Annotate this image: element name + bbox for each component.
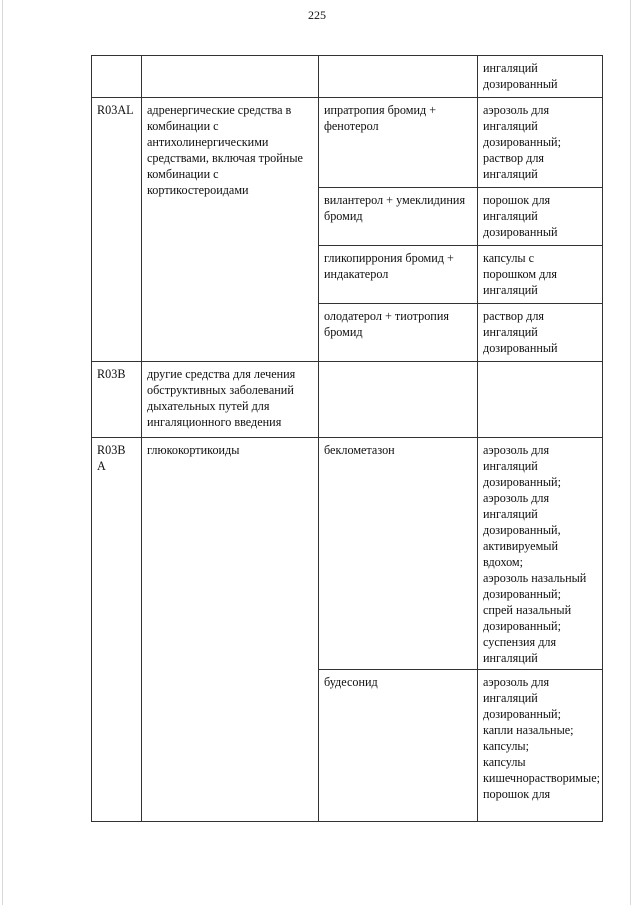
dosage-form-cell-line: ингаляций	[483, 119, 538, 133]
dosage-form-cell-line: ингаляций	[483, 507, 538, 521]
dosage-form-cell-line: спрей назальный	[483, 603, 572, 617]
page-number: 225	[308, 8, 326, 22]
drug-name-cell-line: гликопиррония бромид +	[324, 251, 454, 265]
drug-name-cell	[319, 670, 478, 822]
drug-name-cell-line: вилантерол + умеклидиния	[324, 193, 466, 207]
group-name-cell-line: ингаляционного введения	[147, 415, 282, 429]
dosage-form-cell-line: ингаляций	[483, 651, 538, 665]
atc-code-cell-line: R03B	[97, 443, 126, 457]
table-row	[92, 56, 603, 98]
group-name-cell-line: комбинации с	[147, 119, 219, 133]
group-name-cell-line: обструктивных заболеваний	[147, 383, 294, 397]
drug-name-cell-line: фенотерол	[324, 119, 379, 133]
dosage-form-cell	[478, 670, 603, 822]
drug-name-cell-line: бромид	[324, 209, 363, 223]
dosage-form-cell-line: дозированный	[483, 341, 558, 355]
atc-code-cell	[92, 98, 142, 362]
dosage-form-cell-line: аэрозоль для	[483, 491, 550, 505]
drug-name-cell-line: беклометазон	[324, 443, 395, 457]
dosage-form-cell-line: ингаляций	[483, 325, 538, 339]
dosage-form-cell-line: порошок для	[483, 193, 551, 207]
dosage-form-cell-line: капсулы с	[483, 251, 535, 265]
drug-name-cell-line: бромид	[324, 325, 363, 339]
group-name-cell-line: другие средства для лечения	[147, 367, 296, 381]
group-name-cell	[142, 438, 319, 822]
dosage-form-cell-line: капсулы;	[483, 739, 529, 753]
dosage-form-cell-line: капсулы	[483, 755, 526, 769]
group-name-cell-line: глюкокортикоиды	[147, 443, 240, 457]
drug-name-cell	[319, 98, 478, 188]
dosage-form-cell-line: ингаляций	[483, 283, 538, 297]
atc-code-cell-line: R03AL	[97, 103, 134, 117]
dosage-form-cell-line: ингаляций	[483, 691, 538, 705]
dosage-form-cell-line: дозированный	[483, 77, 558, 91]
drug-name-cell	[319, 438, 478, 670]
dosage-form-cell-line: дозированный;	[483, 475, 561, 489]
drug-name-cell	[319, 188, 478, 246]
drug-table	[91, 55, 603, 822]
dosage-form-cell-line: ингаляций	[483, 209, 538, 223]
dosage-form-cell	[478, 304, 603, 362]
drug-name-cell	[319, 56, 478, 98]
dosage-form-cell	[478, 362, 603, 438]
group-name-cell-line: комбинации с	[147, 167, 219, 181]
group-name-cell-line: средствами, включая тройные	[147, 151, 303, 165]
scan-edge-right	[630, 0, 631, 905]
dosage-form-cell	[478, 188, 603, 246]
dosage-form-cell-line: дозированный,	[483, 523, 561, 537]
dosage-form-cell-line: дозированный;	[483, 587, 561, 601]
dosage-form-cell-line: аэрозоль для	[483, 675, 550, 689]
table-row	[92, 98, 603, 188]
scan-edge-left	[2, 0, 3, 905]
group-name-cell	[142, 56, 319, 98]
dosage-form-cell-line: раствор для	[483, 309, 545, 323]
dosage-form-cell-line: аэрозоль назальный	[483, 571, 587, 585]
dosage-form-cell-line: порошком для	[483, 267, 557, 281]
group-name-cell-line: антихолинергическими	[147, 135, 269, 149]
dosage-form-cell-line: вдохом;	[483, 555, 524, 569]
drug-name-cell	[319, 362, 478, 438]
atc-code-cell-line: R03B	[97, 367, 126, 381]
drug-table-body	[92, 56, 603, 822]
drug-name-cell	[319, 304, 478, 362]
dosage-form-cell-line: суспензия для	[483, 635, 557, 649]
group-name-cell	[142, 362, 319, 438]
dosage-form-cell-line: дозированный;	[483, 707, 561, 721]
atc-code-cell-line: A	[97, 459, 106, 473]
dosage-form-cell-line: аэрозоль для	[483, 443, 550, 457]
dosage-form-cell-line: аэрозоль для	[483, 103, 550, 117]
table-row	[92, 362, 603, 438]
dosage-form-cell-line: ингаляций	[483, 167, 538, 181]
dosage-form-cell-line: дозированный;	[483, 619, 561, 633]
dosage-form-cell-line: кишечнорастворимые;	[483, 771, 600, 785]
atc-code-cell	[92, 438, 142, 822]
dosage-form-cell	[478, 246, 603, 304]
dosage-form-cell-line: порошок для	[483, 787, 551, 801]
dosage-form-cell	[478, 56, 603, 98]
group-name-cell-line: кортикостероидами	[147, 183, 249, 197]
dosage-form-cell	[478, 438, 603, 670]
dosage-form-cell-line: раствор для	[483, 151, 545, 165]
atc-code-cell	[92, 362, 142, 438]
group-name-cell	[142, 98, 319, 362]
atc-code-cell	[92, 56, 142, 98]
dosage-form-cell-line: ингаляций	[483, 459, 538, 473]
dosage-form-cell-line: активируемый	[483, 539, 558, 553]
group-name-cell-line: адренергические средства в	[147, 103, 292, 117]
drug-name-cell-line: ипратропия бромид +	[324, 103, 437, 117]
dosage-form-cell-line: капли назальные;	[483, 723, 574, 737]
drug-name-cell-line: будесонид	[324, 675, 378, 689]
drug-name-cell	[319, 246, 478, 304]
dosage-form-cell-line: дозированный	[483, 225, 558, 239]
dosage-form-cell	[478, 98, 603, 188]
group-name-cell-line: дыхательных путей для	[147, 399, 270, 413]
drug-name-cell-line: олодатерол + тиотропия	[324, 309, 449, 323]
dosage-form-cell-line: дозированный;	[483, 135, 561, 149]
drug-name-cell-line: индакатерол	[324, 267, 389, 281]
table-row	[92, 438, 603, 670]
dosage-form-cell-line: ингаляций	[483, 61, 538, 75]
